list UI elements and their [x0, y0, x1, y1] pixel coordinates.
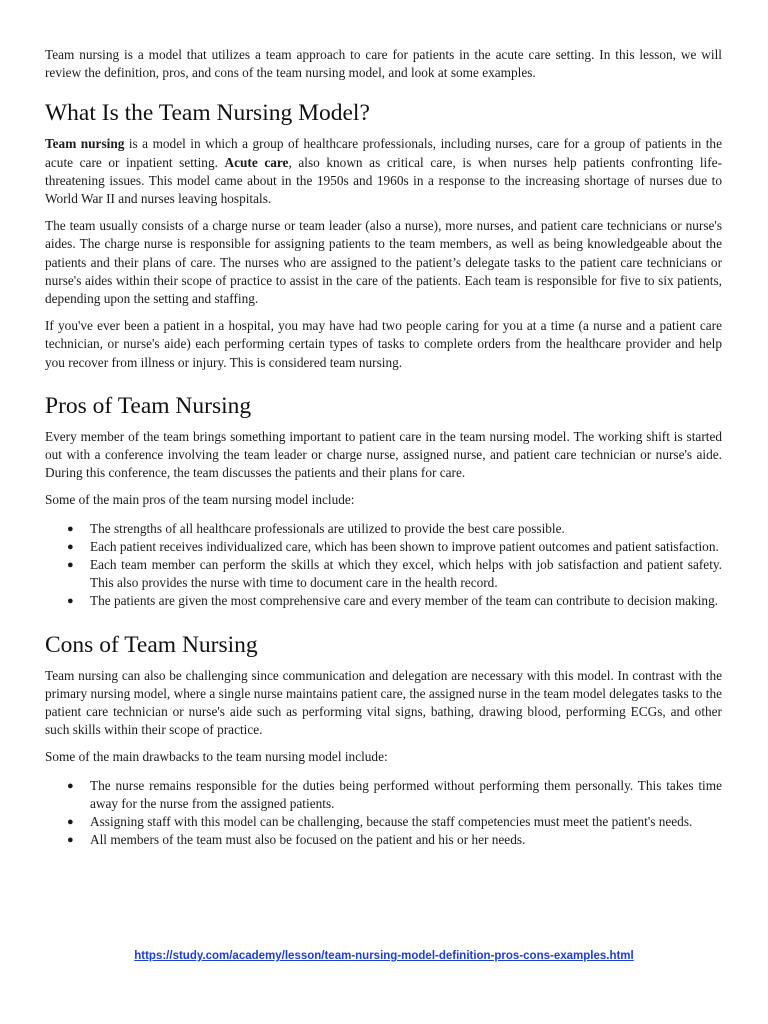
pros-list-item: ● The patients are given the most comprehensive care and every member of the team can contribute to decision making.	[90, 592, 722, 610]
source-footer	[0, 946, 768, 964]
cons-paragraph-1: Team nursing can also be challenging since communication and delegation are necessary with this model. In contrast with the primary nursing model, where a single nurse maintains patient care, the assigned nurse in the team model delegates tasks to the patient care technician or nurse's aide such as performing vital signs, bathing, drawing blood, performing ECGs, and other such skills within their scope of practice.	[45, 667, 722, 738]
cons-list	[45, 777, 722, 850]
model-paragraph-1	[45, 135, 722, 208]
model-paragraph-2: The team usually consists of a charge nurse or team leader (also a nurse), more nurses, and patient care technicians or nurse's aides. The charge nurse is responsible for assigning patients to the team members, as well as being knowledgeable about the patients and their plans of care. The nurses who are assigned to the patient’s delegate tasks to the patient care technicians or nurse's aides within their scope of practice to assist in the care of the patients. Each team is responsible for five to six patients, depending upon the setting and staffing.	[45, 218, 722, 307]
bullet-icon: ●	[67, 595, 74, 608]
heading-cons: Cons of Team Nursing	[45, 631, 258, 658]
cons-list-item: ● The nurse remains responsible for the duties being performed without performing them personally. This takes time away for the nurse from the assigned patients.	[67, 777, 722, 811]
model-paragraph-3: If you've ever been a patient in a hospital, you may have had two people caring for you at a time (a nurse and a patient care technician, or nurse's aide) each performing certain types of tasks to complete orders from the healthcare provider and help you recover from illness or injury. This is considered team nursing.	[45, 318, 722, 370]
intro-paragraph: Team nursing is a model that utilizes a team approach to care for patients in the acute care setting. In this lesson, we will review the definition, pros, and cons of the team nursing model, and look at some examples.	[45, 47, 722, 81]
heading-pros: Pros of Team Nursing	[45, 392, 252, 419]
pros-list	[45, 520, 722, 611]
heading-team-nursing-model: What Is the Team Nursing Model?	[45, 100, 370, 127]
bullet-icon: ●	[67, 540, 74, 553]
bullet-icon: ●	[67, 779, 74, 792]
document-page	[45, 46, 722, 850]
pros-paragraph-2: Some of the main pros of the team nursing model include:	[45, 492, 355, 508]
model-p1-text-1: is a model in which a group of healthcare professionals, including nurses, care for a group of patients in the acute care or inpatient setting.	[45, 136, 722, 170]
cons-paragraph-2: Some of the main drawbacks to the team nursing model include:	[45, 749, 388, 765]
bullet-icon: ●	[67, 816, 74, 829]
bullet-icon: ●	[67, 834, 74, 847]
cons-list-item: ● Assigning staff with this model can be challenging, because the staff competencies must meet the patient's needs.	[90, 813, 722, 831]
cons-list-item: ● All members of the team must also be focused on the patient and his or her needs.	[90, 831, 722, 849]
pros-paragraph-1: Every member of the team brings something important to patient care in the team nursing model. The working shift is started out with a conference involving the team leader or charge nurse, assigned nurse, and patient care technician or nurse's aide. During this conference, the team discusses the patients and their plans for care.	[45, 428, 722, 481]
term-team-nursing: Team nursing	[45, 136, 125, 152]
model-p1-text-2: , also known as critical care, is when nurses help patients confronting life-threatening issues. This model came about in the 1950s and 1960s in a response to the increasing shortage of nurses due to World War II and nurses leaving hospitals.	[45, 154, 722, 207]
pros-list-item: ● The strengths of all healthcare professionals are utilized to provide the best care possible.	[90, 520, 722, 538]
source-link[interactable]: https://study.com/academy/lesson/team-nursing-model-definition-pros-cons-examples.html	[134, 950, 634, 962]
pros-list-item: ● Each team member can perform the skills at which they excel, which helps with job satisfaction and patient safety. This also provides the nurse with time to document care in the health record.	[67, 557, 722, 591]
term-acute-care: Acute care	[224, 154, 289, 170]
bullet-icon: ●	[67, 522, 74, 535]
pros-list-item: ● Each patient receives individualized care, which has been shown to improve patient outcomes and patient satisfaction.	[90, 538, 722, 556]
bullet-icon: ●	[67, 559, 74, 572]
